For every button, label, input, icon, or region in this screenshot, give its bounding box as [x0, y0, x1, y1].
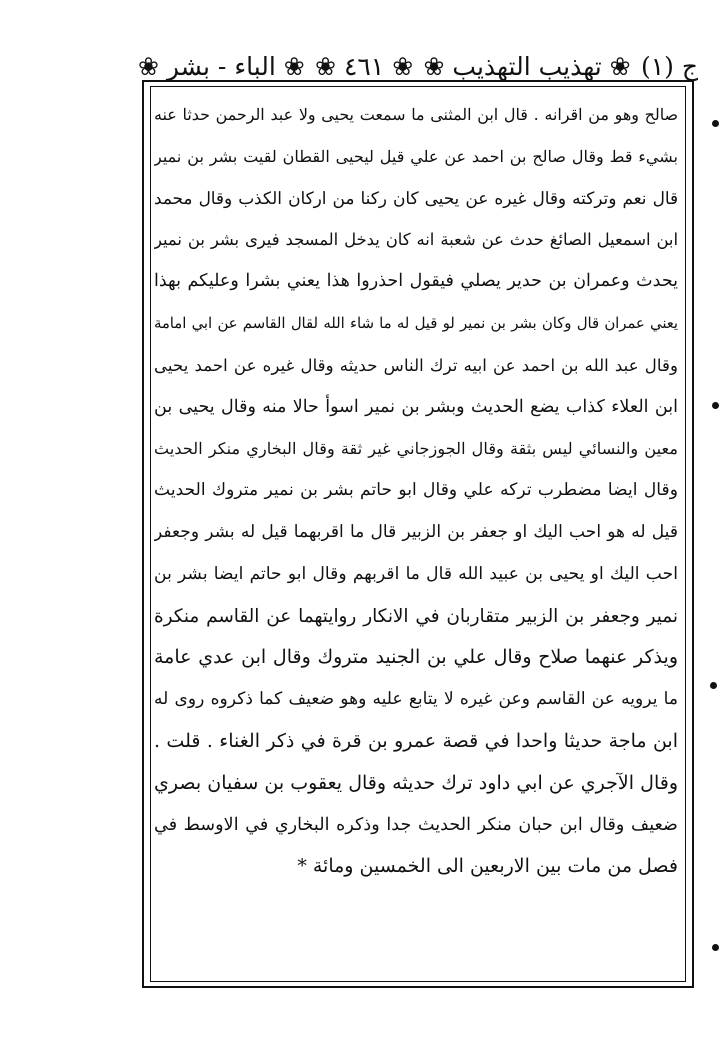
text-line: قيل له هو احب اليك او جعفر بن الزبير قال ما اقربهما قيل له بشر وجعفر	[154, 521, 678, 542]
text-line: قال نعم وتركته وقال غيره عن يحيى كان ركنا من اركان الكذب وقال محمد	[154, 187, 678, 208]
text-line: ما يرويه عن القاسم وعن غيره لا يتابع عليه وهو ضعيف كما ذكروه روى له	[154, 689, 678, 710]
text-line: معين والنسائي ليس بثقة وقال الجوزجاني غير ثقة وقال البخاري منكر الحديث	[154, 439, 678, 459]
text-line: صالح وهو من اقرانه . قال ابن المثنى ما سمعت يحيى ولا عبد الرحمن حدثا عنه	[154, 105, 678, 124]
scan-mark	[712, 120, 719, 127]
text-line: يعني عمران قال وكان بشر بن نمير لو قيل له ما شاء الله لقال القاسم عن ابي امامة	[154, 314, 678, 332]
text-line: وقال عبد الله بن احمد عن ابيه ترك الناس حديثه وقال غيره عن احمد يحيى	[154, 354, 678, 375]
page-number: ❀ ٤٦١ ❀	[315, 51, 414, 81]
scan-mark	[710, 682, 717, 689]
text-line: ضعيف وقال ابن حبان منكر الحديث جدا وذكره البخاري في الاوسط في	[154, 814, 678, 835]
text-line: ابن اسمعيل الصائغ حدث عن شعبة انه كان يدخل المسجد فيرى بشر بن نمير	[154, 230, 678, 250]
scan-mark	[712, 402, 719, 409]
text-line: ابن العلاء كذاب يضع الحديث وبشر بن نمير اسوأ حالا منه وقال يحيى بن	[154, 396, 678, 417]
text-line: ويذكر عنهما صلاح وقال علي بن الجنيد متروك وقال ابن عدي عامة	[154, 646, 678, 669]
text-line: نمير وجعفر بن الزبير متقاربان في الانكار روايتهما عن القاسم منكرة	[154, 605, 678, 627]
text-line-last: فصل من مات بين الاربعين الى الخمسين ومائة *	[297, 855, 678, 878]
chapter-label: ❀ الباء - بشر ❀	[138, 51, 305, 81]
text-line: وقال الآجري عن ابي داود ترك حديثه وقال يعقوب بن سفيان بصري	[154, 771, 678, 794]
text-body	[154, 94, 678, 974]
scan-mark	[712, 944, 719, 951]
text-line: يحدث وعمران بن حدير يصلي فيقول احذروا هذا يعني بشرا وعليكم بهذا	[154, 271, 678, 292]
text-line: احب اليك او يحيى بن عبيد الله قال ما اقربهم وقال ابو حاتم ايضا بشر بن	[154, 563, 678, 584]
text-line: ابن ماجة حديثا واحدا في قصة عمرو بن قرة في ذكر الغناء . قلت .	[154, 729, 678, 752]
book-title: ❀ تهذيب التهذيب ❀	[423, 51, 631, 81]
text-line: بشيء قط وقال صالح بن احمد عن علي قيل ليحيى القطان لقيت بشر بن نمير	[154, 146, 678, 166]
volume-label: ج (١)	[640, 51, 698, 81]
text-line: وقال ايضا مضطرب تركه علي وقال ابو حاتم بشر بن نمير متروك الحديث	[154, 480, 678, 501]
